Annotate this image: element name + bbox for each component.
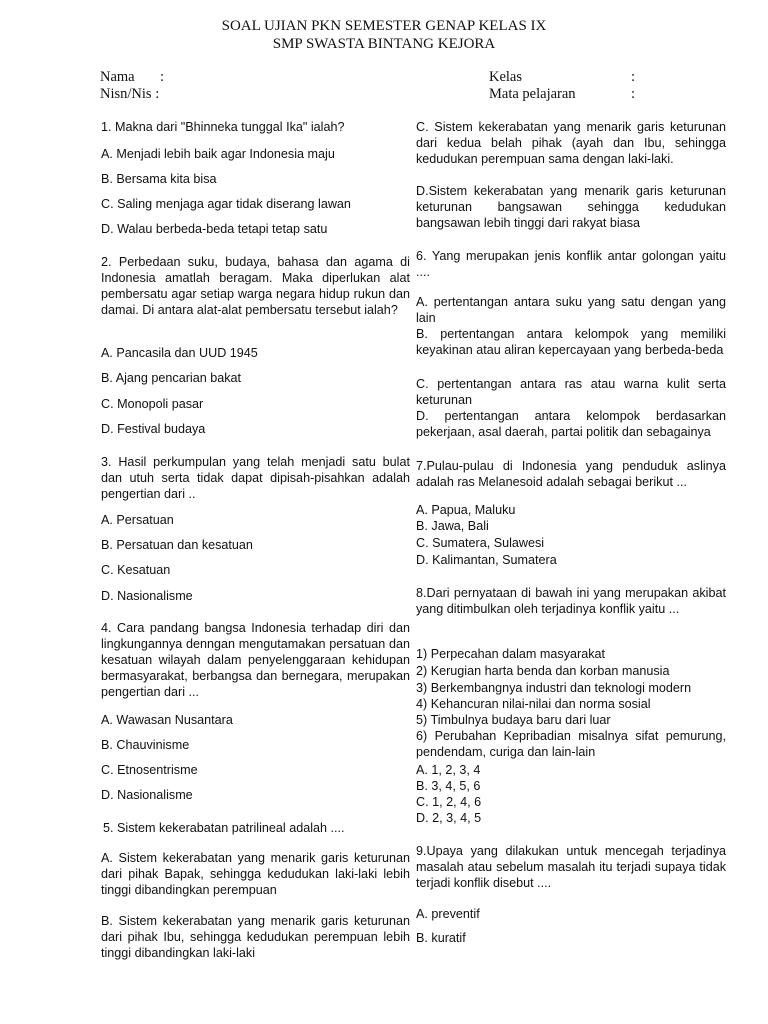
q2-option-b: B. Ajang pencarian bakat [101, 371, 242, 385]
q3-question: 3. Hasil perkumpulan yang telah menjadi satu bulat dan utuh serta tidak dapat dipisah-pisahkan adalah pengertian dari .. [101, 455, 410, 501]
kelas-label: Kelas [489, 69, 523, 85]
q1-option-d: D. Walau berbeda-beda tetapi tetap satu [101, 222, 328, 236]
q8-statement-6: 6) Perubahan Kepribadian misalnya sifat pemurung, pendendam, curiga dan lain-lain [416, 729, 726, 759]
left-column [101, 0, 410, 1024]
q3-option-c: C. Kesatuan [101, 563, 171, 577]
q5-question: 5. Sistem kekerabatan patrilineal adalah .... [103, 821, 345, 835]
q8-option-b: B. 3, 4, 5, 6 [416, 779, 481, 793]
q6-question: 6. Yang merupakan jenis konflik antar golongan yaitu .... [416, 249, 726, 279]
q5-option-c: C. Sistem kekerabatan yang menarik garis keturunan dari kedua belah pihak (ayah dan Ibu, sehingga kedudukan perempuan sama dengan laki-laki. [416, 120, 726, 166]
q8-statement-3: 3) Berkembangnya industri dan teknologi modern [416, 681, 692, 695]
q8-statement-1: 1) Perpecahan dalam masyarakat [416, 647, 606, 661]
q6-option-d: D. pertentangan antara kelompok berdasarkan pekerjaan, asal daerah, partai politik dan sebagainya [416, 409, 726, 439]
q4-option-b: B. Chauvinisme [101, 738, 190, 752]
q2-option-d: D. Festival budaya [101, 422, 206, 436]
nisn-label: Nisn/Nis : [100, 86, 160, 102]
school-name: SMP SWASTA BINTANG KEJORA [272, 36, 496, 52]
q4-option-d: D. Nasionalisme [101, 788, 193, 802]
q8-statement-5: 5) Timbulnya budaya baru dari luar [416, 713, 611, 727]
q9-option-a: A. preventif [416, 907, 480, 921]
q1-option-b: B. Bersama kita bisa [101, 172, 217, 186]
q5-option-d: D.Sistem kekerabatan yang menarik garis keturunan keturunan bangsawan sehingga kedudukan bangsawan lebih tinggi dari rakyat biasa [416, 184, 726, 230]
q1-option-a: A. Menjadi lebih baik agar Indonesia maju [101, 147, 335, 161]
q6-option-c: C. pertentangan antara ras atau warna kulit serta keturunan [416, 377, 726, 407]
mapel-colon: : [631, 86, 636, 102]
q8-option-c: C. 1, 2, 4, 6 [416, 795, 482, 809]
q5-option-b: B. Sistem kekerabatan yang menarik garis keturunan dari pihak Ibu, sehingga kedudukan perempuan lebih tinggi dibandingkan laki-laki [101, 914, 410, 960]
q4-option-a: A. Wawasan Nusantara [101, 713, 233, 727]
q1-option-c: C. Saling menjaga agar tidak diserang lawan [101, 197, 351, 211]
q7-option-b: B. Jawa, Bali [416, 519, 489, 533]
q2-question: 2. Perbedaan suku, budaya, bahasa dan agama di Indonesia amatlah beragam. Maka diperlukan alat pembersatu agar setiap warga negara hidup rukun dan damai. Di antara alat-alat pembersatu tersebut ialah? [101, 255, 410, 317]
q8-question: 8.Dari pernyataan di bawah ini yang merupakan akibat yang ditimbulkan oleh terjadinya konflik yaitu ... [416, 586, 726, 616]
q8-option-d: D. 2, 3, 4, 5 [416, 811, 482, 825]
q3-option-a: A. Persatuan [101, 513, 174, 527]
nama-label: Nama [100, 69, 135, 85]
mapel-label: Mata pelajaran [489, 86, 576, 102]
q3-option-d: D. Nasionalisme [101, 589, 193, 603]
right-column [416, 0, 726, 1024]
q9-option-b: B. kuratif [416, 931, 466, 945]
q4-question: 4. Cara pandang bangsa Indonesia terhadap diri dan lingkungannya denngan mengutamakan persatuan dan kesatuan wilayah dalam penyelenggaraan kehidupan bermasyarakat, berbangsa dan bernegara, merupakan pengertian dari ... [101, 621, 410, 699]
kelas-colon: : [631, 69, 636, 85]
q1-question: 1. Makna dari "Bhinneka tunggal Ika" ialah? [101, 120, 345, 134]
q8-statement-4: 4) Kehancuran nilai-nilai dan norma sosial [416, 697, 651, 711]
q2-option-a: A. Pancasila dan UUD 1945 [101, 346, 258, 360]
exam-title: SOAL UJIAN PKN SEMESTER GENAP KELAS IX [221, 18, 547, 34]
q8-option-a: A. 1, 2, 3, 4 [416, 763, 481, 777]
q3-option-b: B. Persatuan dan kesatuan [101, 538, 253, 552]
q6-option-b: B. pertentangan antara kelompok yang memiliki keyakinan atau aliran kepercayaan yang berbeda-beda [416, 327, 726, 357]
nama-colon: : [160, 69, 165, 85]
q6-option-a: A. pertentangan antara suku yang satu dengan yang lain [416, 295, 726, 325]
q9-question: 9.Upaya yang dilakukan untuk mencegah terjadinya masalah atau sebelum masalah itu terjadi supaya tidak terjadi konflik disebut .... [416, 844, 726, 890]
q7-option-c: C. Sumatera, Sulawesi [416, 536, 545, 550]
q4-option-c: C. Etnosentrisme [101, 763, 198, 777]
q2-option-c: C. Monopoli pasar [101, 397, 204, 411]
q7-option-d: D. Kalimantan, Sumatera [416, 553, 557, 567]
q5-option-a: A. Sistem kekerabatan yang menarik garis keturunan dari pihak Bapak, sehingga kedudukan laki-laki lebih tinggi dibandingkan perempuan [101, 851, 410, 897]
q7-option-a: A. Papua, Maluku [416, 503, 516, 517]
q7-question: 7.Pulau-pulau di Indonesia yang penduduk aslinya adalah ras Melanesoid adalah sebagai berikut ... [416, 459, 726, 489]
q8-statement-2: 2) Kerugian harta benda dan korban manusia [416, 664, 670, 678]
